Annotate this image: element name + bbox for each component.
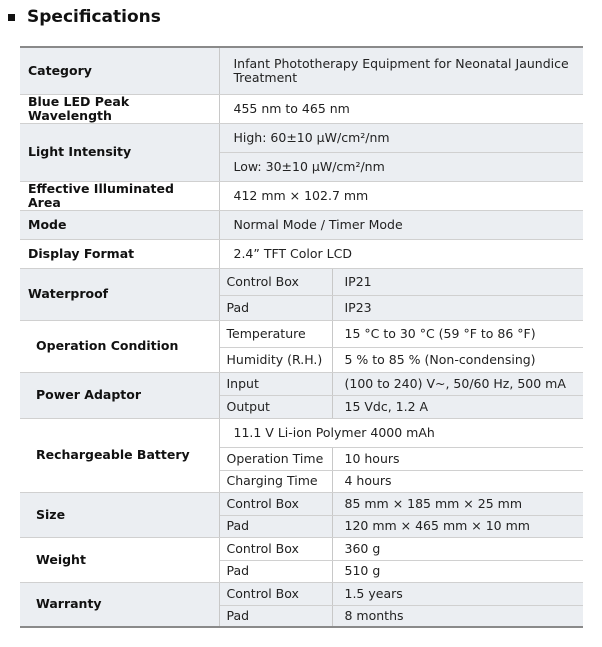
row-label: Display Format: [20, 239, 219, 268]
specifications-table: [20, 46, 583, 628]
row-label: Power Adaptor: [20, 372, 219, 418]
row-power-1: [20, 372, 583, 395]
row-weight-1: [20, 537, 583, 560]
row-sublabel: Pad: [219, 605, 332, 627]
row-sublabel: Input: [219, 372, 332, 395]
row-label: Rechargeable Battery: [20, 418, 219, 492]
row-value: Normal Mode / Timer Mode: [219, 210, 583, 239]
row-value: 412 mm × 102.7 mm: [219, 181, 583, 210]
row-label: Light Intensity: [20, 123, 219, 181]
row-value: IP23: [332, 295, 583, 320]
row-value: 15 Vdc, 1.2 A: [332, 395, 583, 418]
row-value: High: 60±10 μW/cm²/nm: [219, 123, 583, 152]
row-area: [20, 181, 583, 210]
row-value: Low: 30±10 μW/cm²/nm: [219, 152, 583, 181]
row-intensity-high: [20, 123, 583, 152]
row-value: 15 °C to 30 °C (59 °F to 86 °F): [332, 320, 583, 347]
row-value: 360 g: [332, 537, 583, 560]
row-value: 85 mm × 185 mm × 25 mm: [332, 492, 583, 515]
row-label: Waterproof: [20, 268, 219, 320]
row-size-1: [20, 492, 583, 515]
row-warranty-1: [20, 582, 583, 605]
row-sublabel: Humidity (R.H.): [219, 347, 332, 372]
row-label: Effective Illuminated Area: [20, 181, 219, 210]
row-battery-main: [20, 418, 583, 447]
row-sublabel: Pad: [219, 295, 332, 320]
row-sublabel: Output: [219, 395, 332, 418]
row-value: 2.4” TFT Color LCD: [219, 239, 583, 268]
row-sublabel: Control Box: [219, 492, 332, 515]
row-waterproof-1: [20, 268, 583, 295]
row-sublabel: Control Box: [219, 582, 332, 605]
row-value: (100 to 240) V~, 50/60 Hz, 500 mA: [332, 372, 583, 395]
row-label: Blue LED Peak Wavelength: [20, 94, 219, 123]
row-sublabel: Operation Time: [219, 447, 332, 470]
row-sublabel: Temperature: [219, 320, 332, 347]
row-value: 120 mm × 465 mm × 10 mm: [332, 515, 583, 537]
row-category: [20, 47, 583, 94]
row-sublabel: Pad: [219, 515, 332, 537]
row-value: 8 months: [332, 605, 583, 627]
row-mode: [20, 210, 583, 239]
row-value: 10 hours: [332, 447, 583, 470]
row-value: 4 hours: [332, 470, 583, 492]
row-display: [20, 239, 583, 268]
row-sublabel: Charging Time: [219, 470, 332, 492]
row-label: Size: [20, 492, 219, 537]
row-operation-1: [20, 320, 583, 347]
row-sublabel: Pad: [219, 560, 332, 582]
row-label: Operation Condition: [20, 320, 219, 372]
row-wavelength: [20, 94, 583, 123]
row-label: Weight: [20, 537, 219, 582]
row-value: 11.1 V Li-ion Polymer 4000 mAh: [219, 418, 583, 447]
row-label: Warranty: [20, 582, 219, 627]
row-value: 1.5 years: [332, 582, 583, 605]
row-value: IP21: [332, 268, 583, 295]
row-value: 5 % to 85 % (Non-condensing): [332, 347, 583, 372]
row-value: Infant Phototherapy Equipment for Neonatal Jaundice Treatment: [219, 47, 583, 94]
row-label: Mode: [20, 210, 219, 239]
row-value: 510 g: [332, 560, 583, 582]
heading-title: Specifications: [27, 7, 161, 27]
row-label: Category: [20, 47, 219, 94]
row-sublabel: Control Box: [219, 268, 332, 295]
row-sublabel: Control Box: [219, 537, 332, 560]
row-value: 455 nm to 465 nm: [219, 94, 583, 123]
section-heading: [6, 4, 161, 30]
square-bullet-icon: [8, 14, 15, 21]
